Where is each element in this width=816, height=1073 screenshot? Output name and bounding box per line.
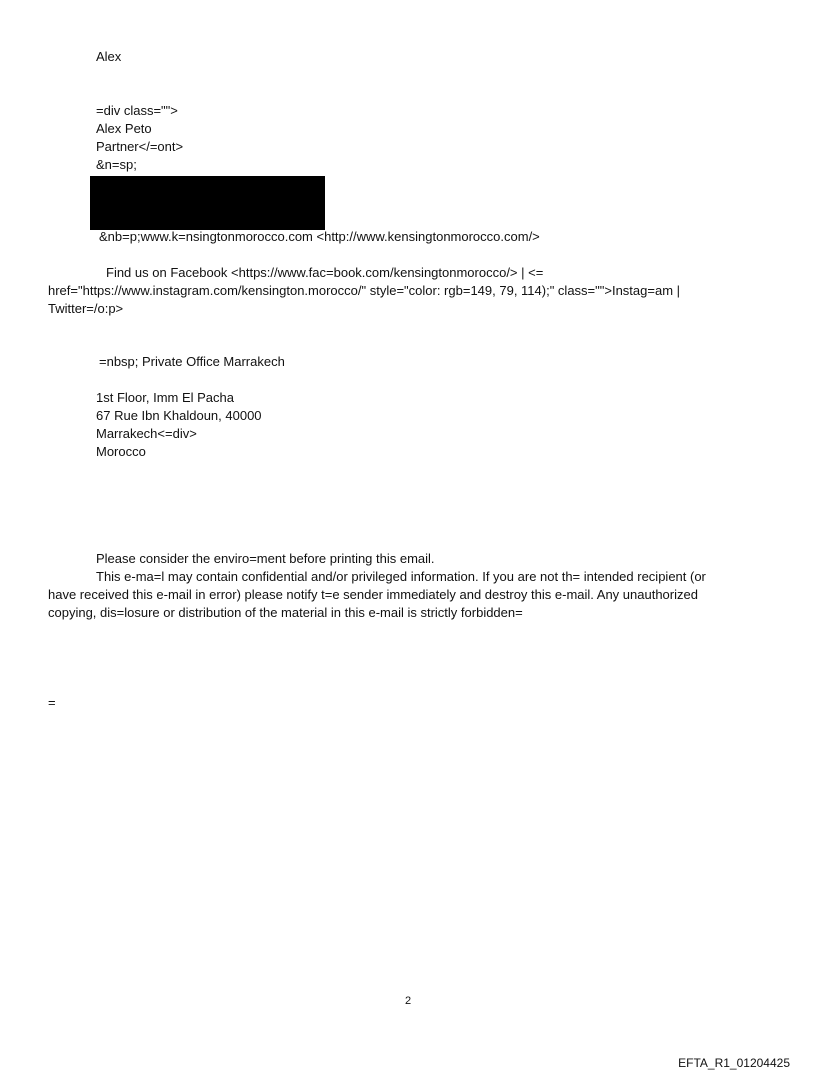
redaction-block — [90, 176, 325, 230]
disclaimer-line-3: copying, dis=losure or distribution of the material in this e-mail is strictly forbidden= — [48, 605, 523, 620]
signature-title: Partner</=ont> — [96, 139, 184, 154]
social-line-2: href="https://www.instagram.com/kensington.morocco/" style="color: rgb=149, 79, 114);" class="">Instag=am | — [48, 283, 681, 298]
disclaimer-line-1: This e-ma=l may contain confidential and/or privileged information. If you are not th= intended recipient (or — [96, 569, 706, 584]
address-line-2: 67 Rue Ibn Khaldoun, 40000 — [96, 408, 262, 423]
address-line-4: Morocco — [96, 444, 146, 459]
disclaimer-line-2: have received this e-mail in error) please notify t=e sender immediately and destroy this e-mail. Any unauthorized — [48, 587, 698, 602]
website-line: &nb=p;www.k=nsingtonmorocco.com <http://www.kensingtonmorocco.com/> — [99, 229, 540, 244]
signature-nbsp: &n=sp; — [96, 157, 137, 172]
page-number: 2 — [404, 995, 412, 1007]
bates-number: EFTA_R1_01204425 — [678, 1056, 790, 1070]
address-line-1: 1st Floor, Imm El Pacha — [96, 390, 234, 405]
social-line-3: Twitter=/o:p> — [48, 301, 124, 316]
div-tag-text: =div class=""> — [96, 103, 178, 118]
address-line-3: Marrakech<=div> — [96, 426, 197, 441]
social-line-1: Find us on Facebook <https://www.fac=book.com/kensingtonmorocco/> | <= — [106, 265, 544, 280]
office-heading: =nbsp; Private Office Marrakech — [99, 354, 285, 369]
greeting-name: Alex — [96, 49, 122, 64]
signature-name: Alex Peto — [96, 121, 152, 136]
environment-note: Please consider the enviro=ment before printing this email. — [96, 551, 435, 566]
trailing-equals: = — [48, 695, 56, 710]
